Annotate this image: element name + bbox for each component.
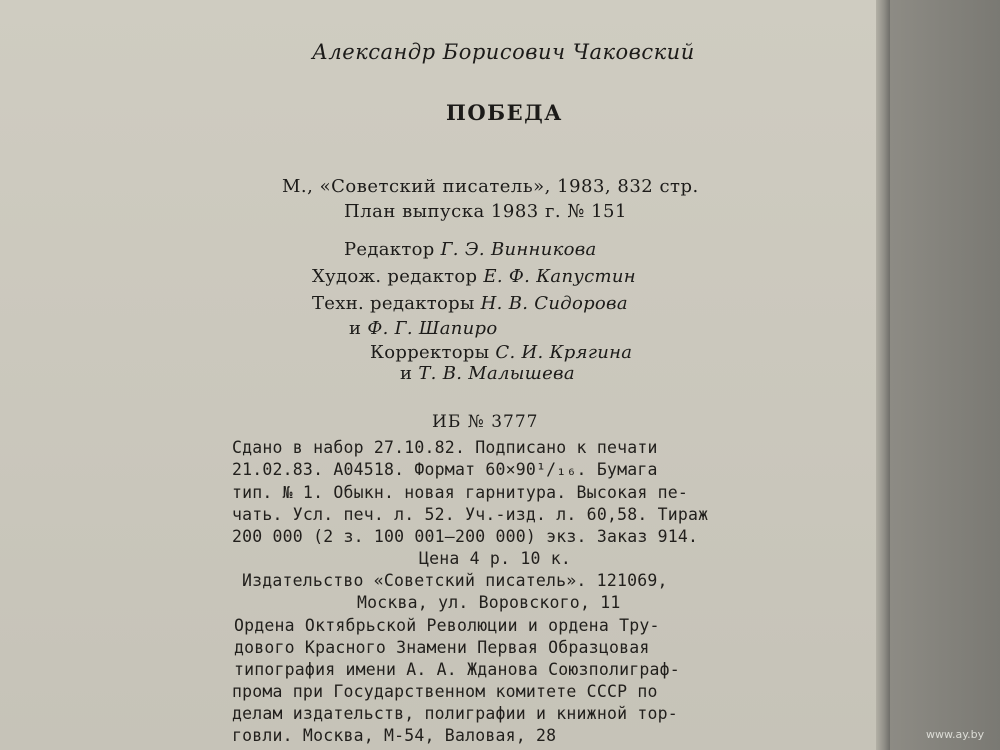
credit-role: Худож. редактор bbox=[312, 266, 478, 287]
imprint-line: тип. № 1. Обыкн. новая гарнитура. Высокая пе- bbox=[232, 483, 689, 502]
imprint-address: Москва, ул. Воровского, 11 bbox=[357, 593, 621, 612]
credit-role: Техн. редакторы bbox=[312, 293, 475, 314]
imprint-line: прома при Государственном комитете СССР по bbox=[232, 682, 658, 701]
watermark: www.ay.by bbox=[926, 728, 985, 741]
credit-role: и bbox=[400, 363, 413, 384]
credit-role: Редактор bbox=[344, 239, 435, 260]
imprint-line: говли. Москва, М-54, Валовая, 28 bbox=[232, 726, 557, 745]
credit-proofreaders bbox=[370, 342, 632, 363]
imprint-line: Издательство «Советский писатель». 121069, bbox=[242, 571, 668, 590]
publication-info: М., «Советский писатель», 1983, 832 стр. bbox=[282, 176, 699, 197]
credit-names: Т. В. Малышева bbox=[418, 363, 575, 384]
credit-editor bbox=[344, 239, 597, 260]
credit-tech-editors bbox=[312, 293, 628, 314]
credit-names: Е. Ф. Капустин bbox=[483, 266, 636, 287]
book-title: ПОБЕДА bbox=[446, 100, 563, 125]
imprint-price: Цена 4 р. 10 к. bbox=[419, 549, 572, 568]
credit-tech-editor-second bbox=[349, 318, 498, 339]
author-name: Александр Борисович Чаковский bbox=[312, 40, 695, 64]
credit-names: Н. В. Сидорова bbox=[480, 293, 628, 314]
imprint-line: 21.02.83. А04518. Формат 60×90¹/₁₆. Бумага bbox=[232, 460, 658, 479]
imprint-line: 200 000 (2 з. 100 001—200 000) экз. Заказ 914. bbox=[232, 527, 699, 546]
imprint-line: Сдано в набор 27.10.82. Подписано к печати bbox=[232, 438, 658, 457]
page-edge bbox=[876, 0, 890, 750]
credit-names: Ф. Г. Шапиро bbox=[367, 318, 498, 339]
credit-role: Корректоры bbox=[370, 342, 490, 363]
imprint-line: дового Красного Знамени Первая Образцовая bbox=[234, 638, 650, 657]
credit-art-editor bbox=[312, 266, 636, 287]
imprint-line: чать. Усл. печ. л. 52. Уч.-изд. л. 60,58. Тираж bbox=[232, 505, 709, 524]
imprint-line: Ордена Октябрьской Революции и ордена Тру- bbox=[234, 616, 660, 635]
imprint-line: типография имени А. А. Жданова Союзполиграф- bbox=[234, 660, 680, 679]
imprint-line: делам издательств, полиграфии и книжной тор- bbox=[232, 704, 678, 723]
credit-names: Г. Э. Винникова bbox=[440, 239, 597, 260]
credit-names: С. И. Крягина bbox=[495, 342, 633, 363]
ib-number: ИБ № 3777 bbox=[432, 412, 539, 432]
credit-role: и bbox=[349, 318, 362, 339]
publication-plan: План выпуска 1983 г. № 151 bbox=[344, 201, 627, 222]
credit-proofreader-second bbox=[400, 363, 575, 384]
